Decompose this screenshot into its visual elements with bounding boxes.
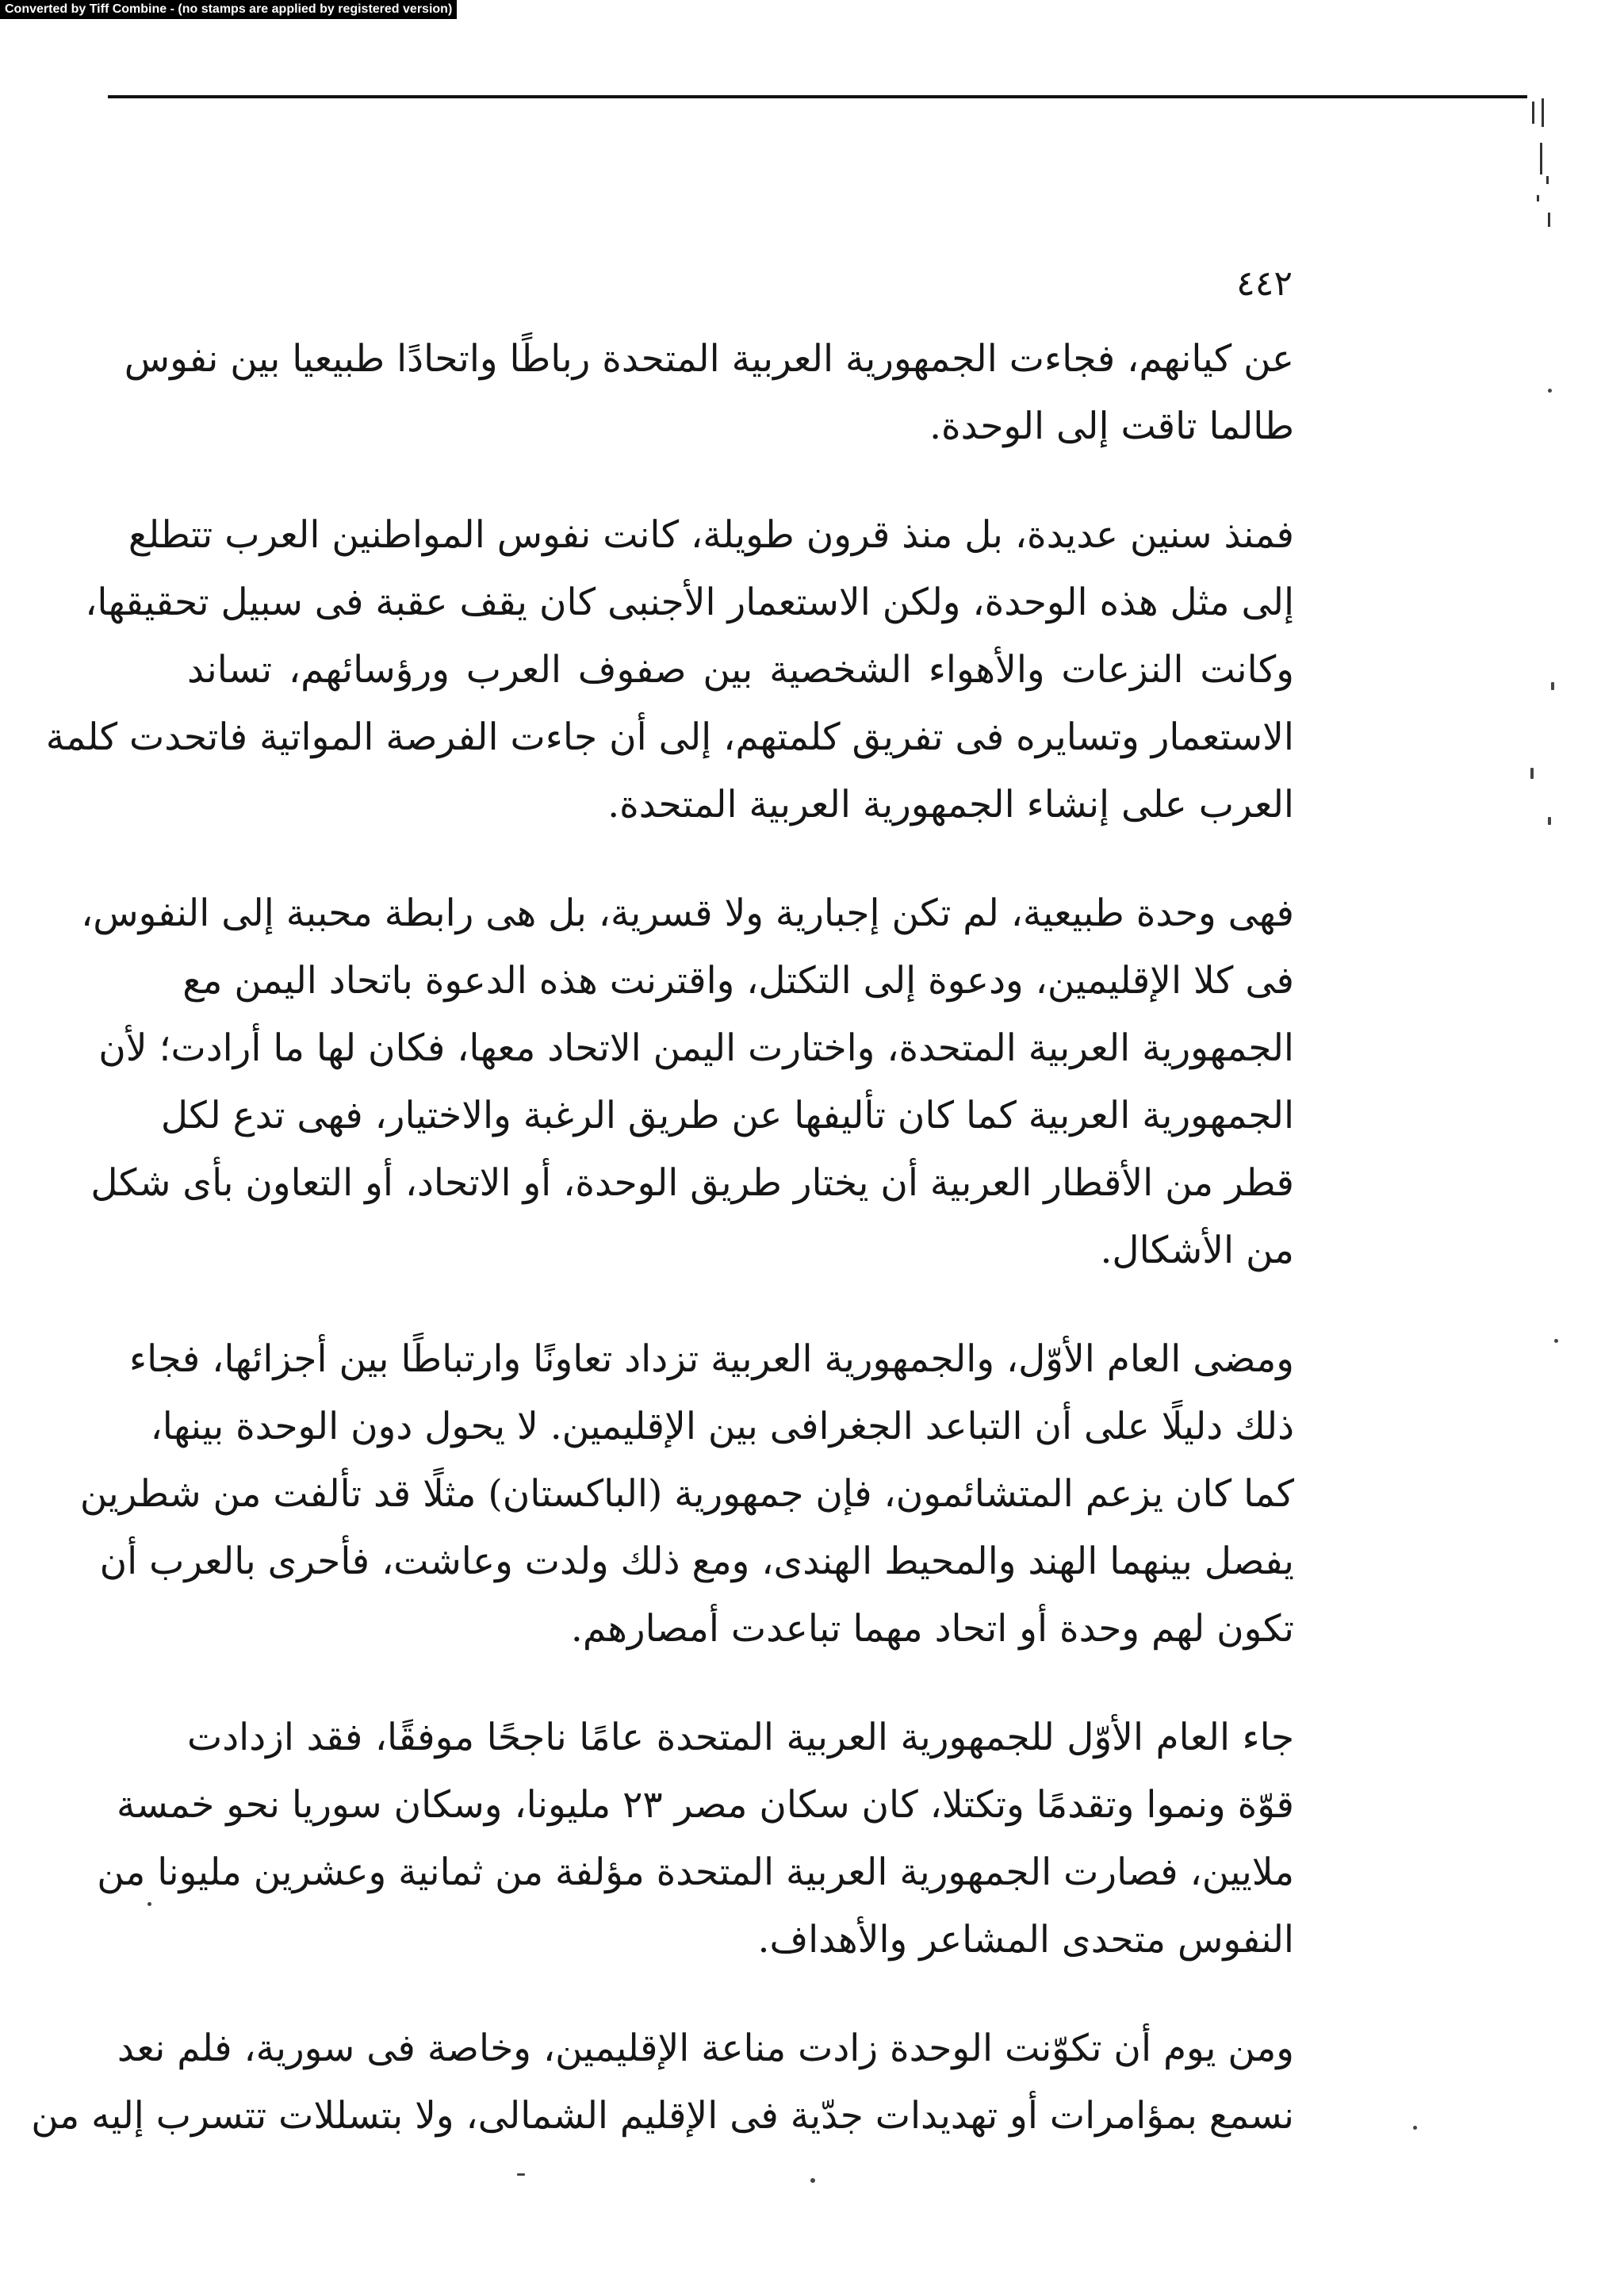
text-line: عن كيانهم، فجاءت الجمهورية العربية المتحدة رباطًا واتحادًا طبيعيا بين نفوس	[124, 337, 1294, 381]
text-line: فهى وحدة طبيعية، لم تكن إجبارية ولا قسرية، بل هى رابطة محببة إلى النفوس،	[81, 892, 1294, 935]
scan-speck	[1551, 682, 1554, 690]
text-line: العرب على إنشاء الجمهورية العربية المتحدة.	[607, 783, 1294, 827]
text-line: الاستعمار وتسايره فى تفريق كلمتهم، إلى أن جاءت الفرصة المواتية فاتحدت كلمة	[45, 715, 1294, 759]
text-line: النفوس متحدى المشاعر والأهداف.	[757, 1918, 1294, 1962]
scan-speck	[1530, 768, 1534, 779]
page-number: ٤٤٢	[1236, 263, 1293, 304]
text-line: ومن يوم أن تكوّنت الوحدة زادت مناعة الإقليمين، وخاصة فى سورية، فلم نعد	[117, 2027, 1294, 2070]
paragraph	[79, 1325, 1294, 1663]
body-text	[31, 325, 1294, 2191]
text-line: طالما تاقت إلى الوحدة.	[929, 405, 1294, 448]
header-rule	[108, 95, 1527, 98]
text-line: ملايين، فصارت الجمهورية العربية المتحدة مؤلفة من ثمانية وعشرين مليونا من	[97, 1851, 1294, 1894]
text-line: تكون لهم وحدة أو اتحاد مهما تباعدت أمصارهم.	[570, 1607, 1294, 1651]
text-line: فمنذ سنين عديدة، بل منذ قرون طويلة، كانت نفوس المواطنين العرب تتطلع	[128, 513, 1294, 557]
paragraph	[45, 501, 1294, 838]
text-line: نسمع بمؤامرات أو تهديدات جدّية فى الإقليم الشمالى، ولا بتسللات تتسرب إليه من	[31, 2094, 1294, 2138]
paragraph	[81, 880, 1294, 1284]
scan-speck	[810, 2178, 815, 2183]
scan-speck	[1548, 389, 1552, 393]
text-line: قطر من الأقطار العربية أن يختار طريق الوحدة، أو الاتحاد، أو التعاون بأى شكل	[90, 1161, 1294, 1205]
text-line: كما كان يزعم المتشائمون، فإن جمهورية (الباكستان) مثلًا قد تألفت من شطرين	[79, 1472, 1294, 1516]
text-line: جاء العام الأوّل للجمهورية العربية المتحدة عامًا ناجحًا موفقًا، فقد ازدادت	[187, 1716, 1294, 1759]
scan-speck	[1413, 2126, 1417, 2130]
text-line: ذلك دليلًا على أن التباعد الجغرافى بين الإقليمين. لا يحول دون الوحدة بينها،	[150, 1405, 1294, 1448]
paragraph	[124, 325, 1294, 460]
scan-speck	[147, 1902, 151, 1906]
scan-speck	[517, 2173, 525, 2176]
text-line: يفصل بينهما الهند والمحيط الهندى، ومع ذلك ولدت وعاشت، فأحرى بالعرب أن	[99, 1540, 1294, 1583]
conversion-banner: Converted by Tiff Combine - (no stamps are applied by registered version)	[0, 0, 457, 19]
text-line: الجمهورية العربية كما كان تأليفها عن طريق الرغبة والاختيار، فهى تدع لكل	[160, 1094, 1294, 1137]
margin-scan-marks	[1530, 94, 1554, 236]
text-line: وكانت النزعات والأهواء الشخصية بين صفوف العرب ورؤسائهم، تساند	[187, 648, 1294, 692]
text-line: قوّة ونموا وتقدمًا وتكتلا، كان سكان مصر ٢٣ مليونا، وسكان سوريا نحو خمسة	[117, 1783, 1294, 1827]
scan-speck	[1554, 1339, 1558, 1343]
text-line: الجمهورية العربية المتحدة، واختارت اليمن الاتحاد معها، فكان لها ما أرادت؛ لأن	[98, 1026, 1294, 1070]
paragraph	[31, 2015, 1294, 2150]
text-line: فى كلا الإقليمين، ودعوة إلى التكتل، واقترنت هذه الدعوة باتحاد اليمن مع	[182, 959, 1294, 1003]
text-line: من الأشكال.	[1100, 1229, 1294, 1272]
scan-speck	[1548, 817, 1551, 825]
paragraph	[97, 1704, 1294, 1973]
text-line: ومضى العام الأوّل، والجمهورية العربية تزداد تعاونًا وارتباطًا بين أجزائها، فجاء	[129, 1337, 1294, 1381]
text-line: إلى مثل هذه الوحدة، ولكن الاستعمار الأجنبى كان يقف عقبة فى سبيل تحقيقها،	[85, 581, 1294, 624]
